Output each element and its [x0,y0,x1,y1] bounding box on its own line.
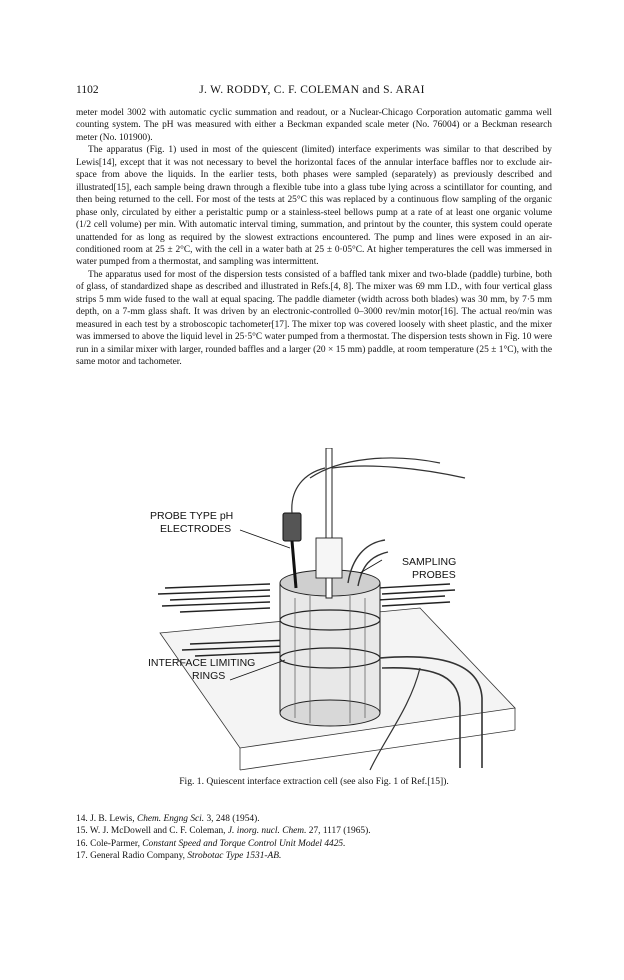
page-header [76,84,548,100]
paragraph: The apparatus used for most of the dispersion tests consisted of a baffled tank mixer and two-blade (paddle) turbine, both of glass, of standardized shape as described and illustrated in Refs.[4, 8]. The mixer was 69 mm I.D., with four vertical glass strips 5 mm wide fused to the wall at equal spacing. The paddle diameter (width across both blades) was 30 mm, by 7·5 mm depth, on a 7-mm glass shaft. It was driven by an electronic-controlled 0–3000 rev/min motor[16]. The actual reo/min was measured in each test by a stroboscopic tachometer[17]. The mixer top was covered loosely with sheet plastic, and the mixer was immersed to above the liquid level in 25·5°C water pumped from a thermostat. The dispersion tests shown in Fig. 10 were run in a similar mixer with larger, rounded baffles and a larger (20 × 15 mm) paddle, at room temperature (25 ± 1°C), with the same motor and tachometer. [76,269,552,368]
page-number: 1102 [76,84,99,96]
reference-item: 15. W. J. McDowell and C. F. Coleman, J. inorg. nucl. Chem. 27, 1117 (1965). [76,826,371,837]
paragraph: meter model 3002 with automatic cyclic summation and readout, or a Nuclear-Chicago Corporation automatic gamma well counting system. The pH was measured with either a Beckman expanded scale meter (No. 76004) or a Beckman research meter (No. 101900). [76,108,552,143]
apparatus-illustration [120,448,520,773]
overhead-tube [332,466,465,478]
body-text [76,107,552,369]
leader-line [360,560,382,573]
label-sampling-line1: SAMPLING [402,556,457,568]
label-sampling-line2: PROBES [412,569,456,581]
reference-list [76,813,552,863]
label-interface-line1: INTERFACE LIMITING [148,657,256,669]
figure-caption: Fig. 1. Quiescent interface extraction cell (see also Fig. 1 of Ref.[15]). [179,776,449,787]
figure-1 [120,448,520,773]
reference-item: 14. J. B. Lewis, Chem. Engng Sci. 3, 248 (1954). [76,814,260,824]
running-head: J. W. RODDY, C. F. COLEMAN and S. ARAI [199,84,425,96]
reference-item: 16. Cole-Parmer, Constant Speed and Torque Control Unit Model 4425. [76,838,346,849]
paragraph: The apparatus (Fig. 1) used in most of the quiescent (limited) interface experiments was similar to that described by Lewis[14], except that it was not necessary to bevel the horizontal faces of the annular interface baffles nor to exclude air-space from above the liquids. In the earlier tests, both phases were sampled (separately) as previously described and illustrated[15], each sample being drawn through a flexible tube into a glass tube lying across a scintillator for counting, and then being returned to the cell. For most of the tests at 25°C this was replaced by a continuous flow sampling of the organic phase only, circulated by either a peristaltic pump or a stainless-steel bellows pump at a rate of at least one organic volume (1/2 cell volume) per min. With automatic interval timing, summation, and printout by the counter, this system could operate unattended for as long as required by the slowest extractions encountered. The pump and lines were exposed in an air-conditioned room at 25 ± 2°C, with the cell in a water bath at 25 ± 0·05°C. At higher temperatures the cell was immersed in water pumped from a thermostat, and sampling was intermittent. [76,145,552,268]
label-probe-line2: ELECTRODES [160,523,232,535]
electrode-cap [283,513,301,541]
label-interface-line2: RINGS [192,670,226,682]
reference-item: 17. General Radio Company, Strobotac Type 1531-AB. [76,851,282,862]
label-probe-line1: PROBE TYPE pH [150,510,234,522]
